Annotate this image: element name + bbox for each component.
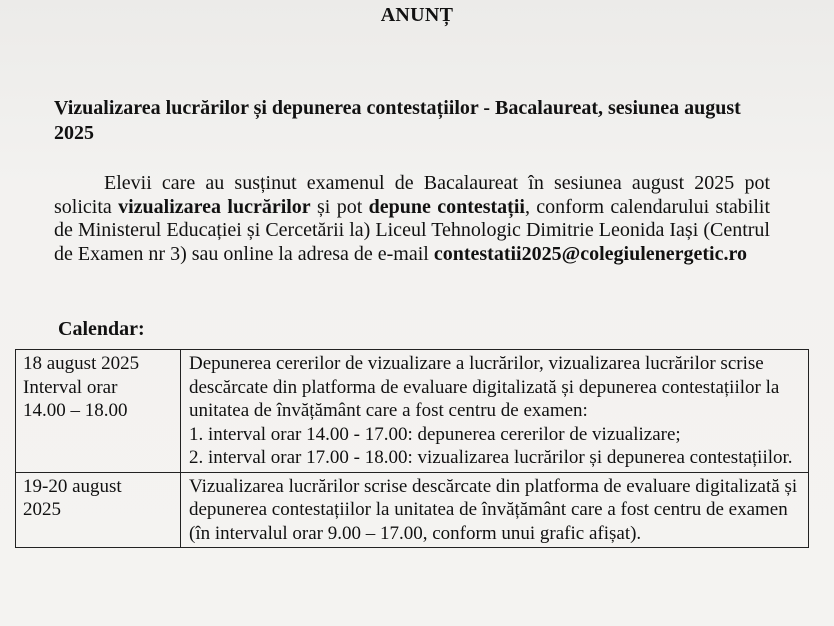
intro-bold-viewing: vizualizarea lucrărilor — [118, 195, 311, 218]
announcement-subject: Vizualizarea lucrărilor și depunerea contestațiilor - Bacalaureat, sesiunea august 2025 — [54, 97, 741, 144]
contact-email[interactable]: contestatii2025@colegiulenergetic.ro — [433, 242, 747, 265]
description-paragraph: Depunerea cererilor de vizualizare a lucrărilor, vizualizarea lucrărilor scrise descărcate din platforma de evaluare digitalizată și depunerea contestațiilor la unitatea de învățământ care a fost centru de examen: — [189, 353, 780, 421]
intro-bold-appeals: depune contestații — [368, 195, 525, 218]
date-line: 2025 — [23, 499, 61, 520]
intro-text-2: și pot — [310, 195, 369, 218]
description-item: 2. interval orar 17.00 - 18.00: vizualizarea lucrărilor și depunerea contestațiilor. — [189, 447, 793, 468]
calendar-table — [15, 349, 809, 548]
date-line: Interval orar — [23, 376, 118, 398]
intro-text-3: , conform calendarului stabilit de Ministerul Educației și Cercetării la) Liceul Tehnologic Dimitrie Leonida Iași (Centrul de Examen nr 3) sau online la adresa de e-mail — [54, 195, 770, 265]
date-line: 14.00 – 18.00 — [23, 400, 128, 421]
calendar-description-cell — [181, 350, 809, 473]
calendar-date-cell — [16, 472, 181, 548]
table-row — [16, 472, 809, 548]
calendar-date-cell — [16, 350, 181, 473]
calendar-description-cell — [181, 472, 809, 548]
date-line: 19-20 august — [23, 475, 122, 497]
intro-text-1: Elevii care au susținut examenul de Bacalaureat în sesiunea august 2025 pot solicita — [54, 172, 770, 218]
calendar-heading: Calendar: — [58, 318, 145, 340]
announcement-body — [54, 172, 770, 266]
description-paragraph: Vizualizarea lucrărilor scrise descărcate din platforma de evaluare digitalizată și depunerea contestațiilor la unitatea de învățământ care a fost centru de examen (în intervalul orar 9.00 – 17.00, conform unui grafic afișat). — [189, 475, 798, 544]
date-line: 18 august 2025 — [23, 353, 140, 374]
page-title: ANUNȚ — [380, 4, 454, 26]
description-item: 1. interval orar 14.00 - 17.00: depunerea cererilor de vizualizare; — [189, 423, 681, 445]
table-row — [16, 350, 809, 473]
